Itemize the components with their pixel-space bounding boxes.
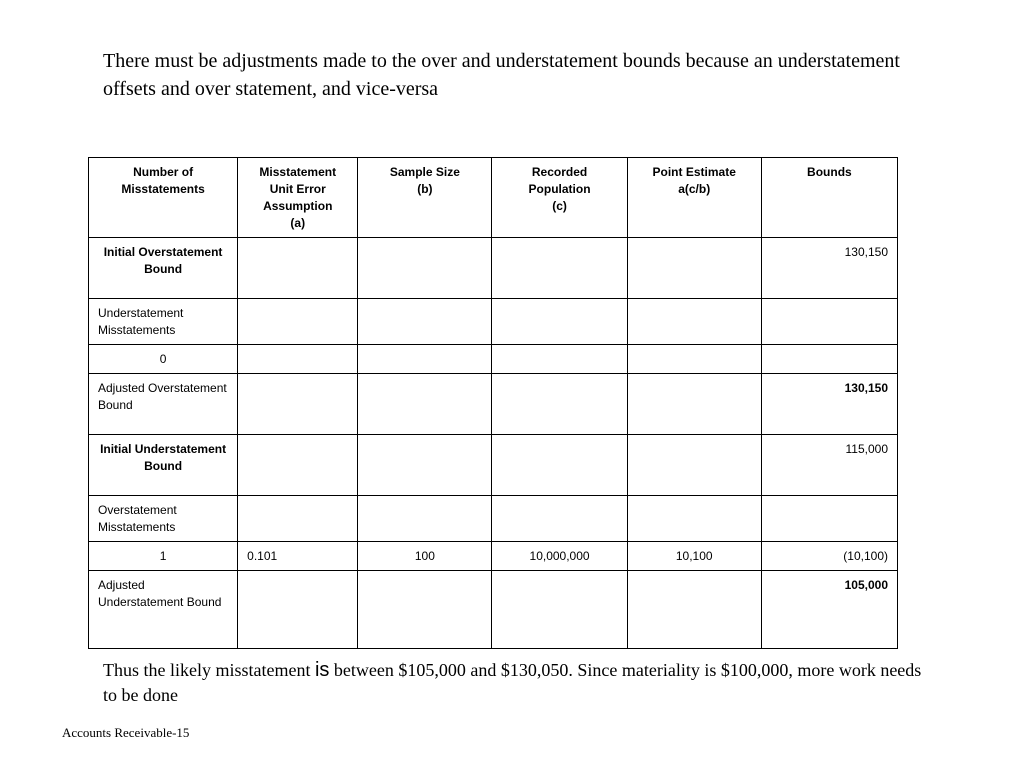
sample-size-cell: 100 [358,542,492,571]
sample-size-cell [358,571,492,649]
bounds-table [88,157,898,649]
point-estimate-cell [627,299,761,345]
row-label: Adjusted Overstatement Bound [89,374,238,435]
sample-size-cell [358,374,492,435]
population-cell: 10,000,000 [492,542,627,571]
sample-size-cell [358,496,492,542]
population-cell [492,299,627,345]
table-row [89,571,898,649]
conclusion-part-1: Thus the likely misstatement [103,660,315,680]
population-cell [492,238,627,299]
unit-error-cell: 0.101 [238,542,358,571]
unit-error-cell [238,496,358,542]
sample-size-cell [358,435,492,496]
point-estimate-cell: 10,100 [627,542,761,571]
bounds-cell [761,299,897,345]
population-cell [492,374,627,435]
point-estimate-cell [627,571,761,649]
row-label: 0 [89,345,238,374]
slide-footer: Accounts Receivable-15 [62,725,190,740]
header-sample-size: Sample Size (b) [358,158,492,238]
population-cell [492,496,627,542]
bounds-cell [761,345,897,374]
table-row [89,345,898,374]
table-row [89,435,898,496]
row-label: Initial Overstatement Bound [89,238,238,299]
intro-text: There must be adjustments made to the over and understatement bounds because an understatement offsets and over statement, and vice-versa [103,50,900,100]
sample-size-cell [358,238,492,299]
population-cell [492,435,627,496]
header-point-estimate: Point Estimate a(c/b) [627,158,761,238]
sample-size-cell [358,299,492,345]
row-label: Overstatement Misstatements [89,496,238,542]
unit-error-cell [238,374,358,435]
unit-error-cell [238,345,358,374]
conclusion-part-2: between $105,000 and $130,050. Since materiality is $100,000, more work needs to be done [103,660,922,705]
bounds-cell: 130,150 [761,238,897,299]
unit-error-cell [238,435,358,496]
row-label: Understatement Misstatements [89,299,238,345]
bounds-cell: 105,000 [761,571,897,649]
conclusion-emphasis: is [314,659,330,681]
unit-error-cell [238,571,358,649]
sample-size-cell [358,345,492,374]
table-row [89,374,898,435]
bounds-cell [761,496,897,542]
table-row [89,496,898,542]
row-label: Adjusted Understatement Bound [89,571,238,649]
row-label: Initial Understatement Bound [89,435,238,496]
table-row [89,238,898,299]
bounds-cell: 130,150 [761,374,897,435]
point-estimate-cell [627,374,761,435]
row-label: 1 [89,542,238,571]
header-recorded-population: Recorded Population (c) [492,158,627,238]
header-bounds: Bounds [761,158,897,238]
point-estimate-cell [627,238,761,299]
table-row [89,299,898,345]
point-estimate-cell [627,435,761,496]
point-estimate-cell [627,496,761,542]
table-header-row [89,158,898,238]
header-number-of-misstatements: Number of Misstatements [89,158,238,238]
conclusion-text [103,658,933,708]
header-misstatement-unit-error: Misstatement Unit Error Assumption (a) [238,158,358,238]
unit-error-cell [238,238,358,299]
population-cell [492,345,627,374]
table-row [89,542,898,571]
bounds-cell: 115,000 [761,435,897,496]
population-cell [492,571,627,649]
unit-error-cell [238,299,358,345]
point-estimate-cell [627,345,761,374]
bounds-cell: (10,100) [761,542,897,571]
